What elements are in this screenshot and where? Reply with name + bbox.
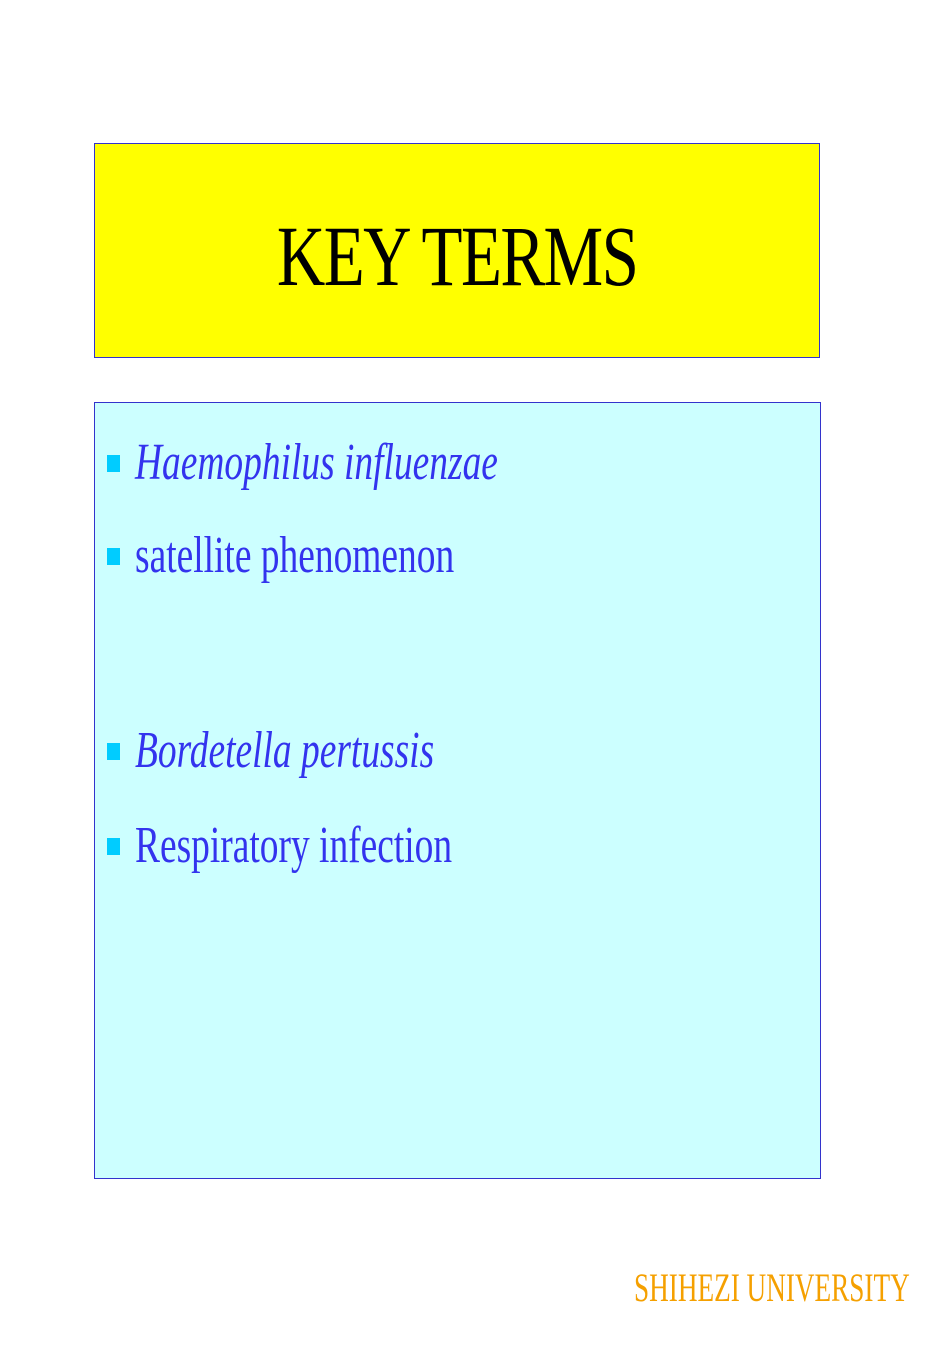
key-terms-list — [94, 402, 821, 1179]
slide-title: KEY TERMS — [276, 207, 638, 304]
title-box — [94, 143, 820, 358]
term-text: Bordetella pertussis — [135, 722, 435, 779]
square-bullet-icon — [107, 743, 120, 760]
footer-university: SHIHEZI UNIVERSITY — [634, 1265, 910, 1310]
term-text: satellite phenomenon — [135, 527, 455, 584]
square-bullet-icon — [107, 455, 120, 472]
term-text: Haemophilus influenzae — [135, 434, 498, 491]
square-bullet-icon — [107, 548, 120, 565]
term-text: Respiratory infection — [135, 817, 453, 874]
square-bullet-icon — [107, 838, 120, 855]
